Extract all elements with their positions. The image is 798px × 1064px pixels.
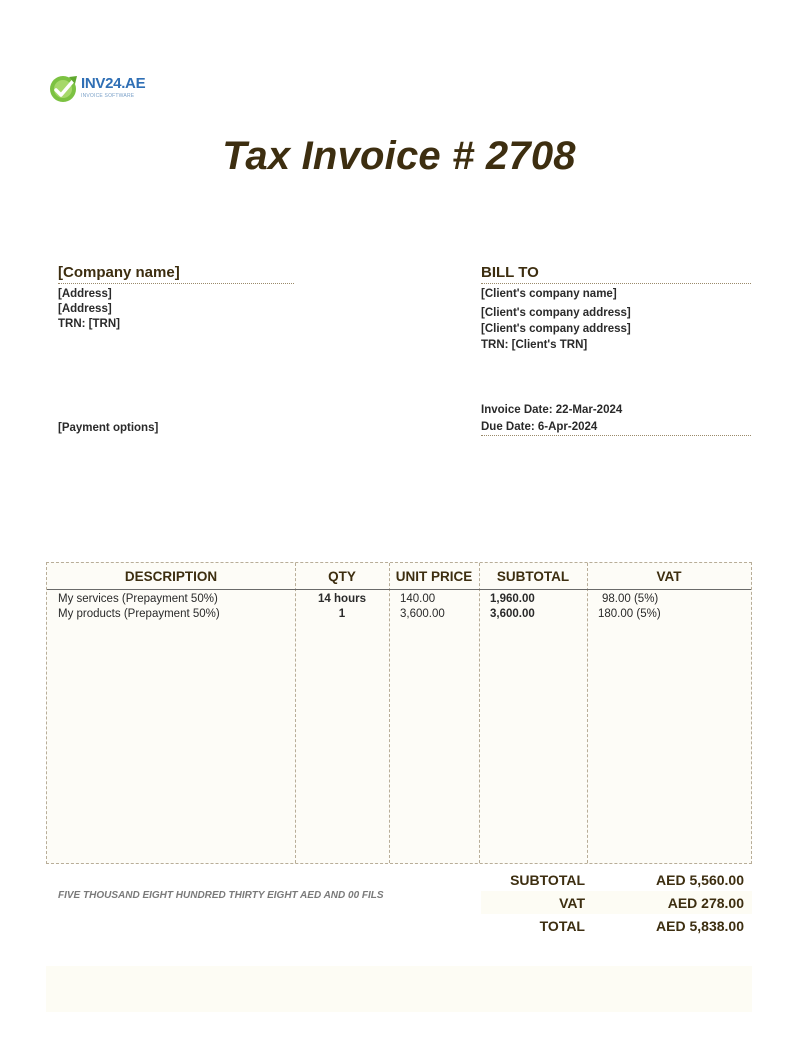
row-qty: 14 hours bbox=[318, 593, 366, 605]
header-subtotal: SUBTOTAL bbox=[496, 569, 570, 584]
subtotal-row bbox=[481, 868, 752, 891]
check-arrow-logo-icon bbox=[48, 72, 80, 104]
invoice-title: Tax Invoice # 2708 bbox=[222, 134, 576, 178]
totals-block bbox=[481, 868, 752, 937]
brand-logo bbox=[48, 72, 148, 106]
vat-row bbox=[481, 891, 752, 914]
row-description: My services (Prepayment 50%) bbox=[58, 593, 218, 605]
column-divider bbox=[389, 563, 390, 863]
header-description: DESCRIPTION bbox=[124, 569, 218, 584]
header-unit-price: UNIT PRICE bbox=[395, 569, 473, 584]
row-unit-price: 140.00 bbox=[400, 593, 436, 605]
row-qty: 1 bbox=[338, 608, 346, 620]
seller-company-name: [Company name] bbox=[58, 264, 294, 284]
row-subtotal: 1,960.00 bbox=[490, 593, 535, 605]
header-vat: VAT bbox=[656, 569, 682, 584]
seller-address-line-2: [Address] bbox=[58, 303, 112, 315]
footer-notes-area bbox=[46, 966, 752, 1012]
row-subtotal: 3,600.00 bbox=[490, 608, 535, 620]
line-items-table bbox=[46, 562, 752, 864]
total-label: TOTAL bbox=[539, 918, 585, 934]
row-vat: 180.00 (5%) bbox=[598, 608, 661, 620]
bill-to-heading: BILL TO bbox=[481, 264, 751, 284]
total-row bbox=[481, 914, 752, 937]
client-trn: TRN: [Client's TRN] bbox=[481, 339, 588, 351]
payment-options: [Payment options] bbox=[58, 422, 159, 434]
invoice-date: Invoice Date: 22-Mar-2024 bbox=[481, 404, 623, 416]
client-company-name: [Client's company name] bbox=[481, 288, 617, 300]
vat-label: VAT bbox=[559, 895, 585, 911]
table-header-row bbox=[47, 563, 751, 590]
column-divider bbox=[479, 563, 480, 863]
amount-in-words: FIVE THOUSAND EIGHT HUNDRED THIRTY EIGHT AED AND 00 FILS bbox=[58, 890, 384, 901]
column-divider bbox=[587, 563, 588, 863]
row-vat: 98.00 (5%) bbox=[602, 593, 659, 605]
total-value: AED 5,838.00 bbox=[656, 918, 744, 934]
client-address-line-2: [Client's company address] bbox=[481, 323, 631, 335]
logo-tagline: INVOICE SOFTWARE bbox=[81, 93, 135, 99]
logo-brand-text: INV24.AE bbox=[81, 75, 146, 92]
seller-trn: TRN: [TRN] bbox=[58, 318, 120, 330]
row-unit-price: 3,600.00 bbox=[400, 608, 445, 620]
row-description: My products (Prepayment 50%) bbox=[58, 608, 220, 620]
vat-value: AED 278.00 bbox=[667, 895, 744, 911]
header-qty: QTY bbox=[328, 569, 356, 584]
due-date: Due Date: 6-Apr-2024 bbox=[481, 421, 751, 436]
client-address-line-1: [Client's company address] bbox=[481, 307, 631, 319]
subtotal-label: SUBTOTAL bbox=[510, 872, 585, 888]
subtotal-value: AED 5,560.00 bbox=[656, 872, 744, 888]
seller-address-line-1: [Address] bbox=[58, 288, 112, 300]
